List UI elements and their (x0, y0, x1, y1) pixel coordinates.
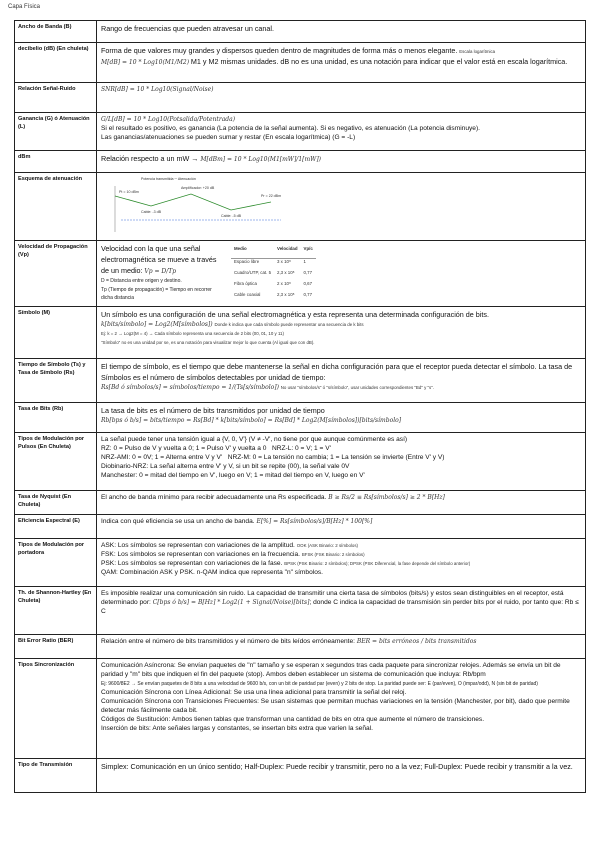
definition-cell (97, 403, 586, 433)
diagram-label: Pt = 10 dBm (119, 190, 139, 194)
diagram-label: Cable: -5 dB (221, 214, 241, 218)
table-row (15, 241, 586, 307)
diagram-label: Pr = 22 dBm (261, 194, 282, 198)
definition-cell (97, 659, 586, 759)
table-row (231, 258, 316, 270)
table-row (15, 759, 586, 793)
table-row (231, 270, 316, 281)
table-header: Velocidad (274, 246, 301, 258)
list-item: RZ: 0 = Pulso de V y vuelta a 0; 1 = Pulso V' y vuelta a 0 (101, 445, 267, 453)
formula: Rb[bps ó b/s] = bits/tiempo = Rs[Bd] * k[bits/símbolo] = Rs[Bd] * Log2(M[símbolos])[bits/símbolo] (101, 417, 402, 425)
list-item: NRZ-AMI: 0 = 0V; 1 = Alterna entre V y V' (101, 454, 223, 462)
definition-text: Forma de que valores muy grandes y dispersos queden dentro de magnitudes de forma más o menos elegante. (101, 46, 458, 55)
list-item: Comunicación Síncrona con Transiciones Frecuentes: Se usan sistemas que permitan muchas variaciones en la tensión (Manchester, por bit), dado que permite detectar más fácilmente cada bit. (101, 697, 570, 714)
list-item-note: OOK (ASK Binario: 2 símbolos) (296, 543, 358, 549)
diagram-label: Amplificador: +20 dB (181, 186, 215, 190)
list-item: Diobinario-NRZ: La señal alterna entre V' y V, si un bit se repite (00), la señal vale 0V (101, 463, 350, 471)
formula-note: No usar "símbolos/s" ó "s/símbolo", usar unidades correspondientes "Bd" y "s". (280, 385, 435, 391)
term-cell: Esquema de atenuación (15, 173, 97, 241)
definition-cell (97, 635, 586, 659)
definition-note: Ej: k = 2 → Log2(M = 4) → Cada símbolo representa una secuencia de 2 bits (00, 01, 10 y 11) (101, 331, 284, 337)
term-cell: Símbolo (M) (15, 307, 97, 359)
definition-text: El ancho de banda mínimo para recibir adecuadamente una Rs especificada. (101, 494, 327, 502)
list-item: NRZ-M: 0 = La tensión no cambia; 1 = La tensión se invierte (Entre V' y V) (227, 454, 445, 462)
definition-cell (97, 173, 586, 241)
term-cell: Tasa de Bits (Rb) (15, 403, 97, 433)
formula-note: Donde k indica que cada símbolo puede representar una secuencia de k bits (214, 322, 364, 328)
table-row (15, 539, 586, 587)
table-cell: 2,3 x 10⁸ (277, 270, 295, 276)
table-cell: Espacio libre (234, 258, 260, 264)
list-item: NRZ-L: 0 = V; 1 = V' (271, 445, 331, 453)
definition-cell (97, 539, 586, 587)
term-cell: Tasa de Nyquist (En Chuleta) (15, 491, 97, 515)
table-cell: 2 x 10⁸ (277, 281, 291, 287)
definition-cell (97, 21, 586, 43)
definition-cell (97, 113, 586, 151)
list-item: Inserción de bits: Ante señales largas y constantes, se insertan bits extra que varíen la señal. (101, 724, 373, 732)
definition-text: ; donde C indica la capacidad de transmisión sin perder bits por el ruido, por tanto que: Rb ≤ C (101, 599, 579, 616)
table-cell: 1 (303, 258, 306, 264)
list-item: Comunicación Síncrona con Línea Adicional: Se usa una línea adicional para transmitir la señal del reloj. (101, 689, 407, 697)
definition-cell (97, 241, 586, 307)
term-cell: Tipos de Modulación por Pulsos (En Chuleta) (15, 433, 97, 491)
formula: G/L[dB] = 10 * Log10(Potsalida/Potentrada) (101, 116, 236, 123)
definition-cell (97, 151, 586, 173)
definition-note: D = Distancia entre origen y destino. (101, 277, 182, 284)
table-row (15, 491, 586, 515)
definition-text: Es imposible realizar una comunicación sin ruido. La capacidad de transmitir una cierta tasa de símbolos (bits/s) y estos sean distinguibles en el receptor, está determinado por: (101, 590, 564, 607)
table-row (15, 83, 586, 113)
reference-table (14, 20, 586, 793)
term-cell: decibelio (dB) (En chuleta) (15, 43, 97, 83)
definition-cell (97, 515, 586, 539)
definition-text: M1 y M2 mismas unidades. dB no es una unidad, es una notación para indicar que el valor está en escala logarítmica. (190, 56, 568, 66)
formula: M[dB] = 10 * Log10(M1/M2) (101, 58, 190, 66)
definition-text: Un símbolo es una configuración de una señal electromagnética y esta representa una determinada configuración de bits. (101, 310, 489, 320)
definition-cell (97, 307, 586, 359)
table-row (15, 587, 586, 635)
diagram-title: Potencia transmitida ─ Atenuación (141, 177, 196, 181)
list-item: Ej: 9600/8E2 → Se envían paquetes de 8 bits a una velocidad de 9600 b/s, con un bit de paridad par (even) y 2 bits de stop. La paridad puede ser: E (par/even), O (impar/odd), N (sin bit de paridad) (101, 681, 538, 688)
term-cell: Tipos Sincronización (15, 659, 97, 759)
term-cell: Bit Error Ratio (BER) (15, 635, 97, 659)
definition-text: Las ganancias/atenuaciones se pueden sumar y restar (En escala logarítmica) (G = -L) (101, 133, 356, 141)
term-cell: Tipo de Transmisión (15, 759, 97, 793)
page-title: Capa Física (8, 4, 41, 10)
list-item-note: BFSK (FSK Binario: 2 símbolos) (301, 552, 365, 558)
table-row (15, 433, 586, 491)
table-cell: 0,77 (303, 292, 313, 298)
definition-text: Indica con qué eficiencia se usa un ancho de banda. (101, 518, 255, 526)
definition-cell (97, 491, 586, 515)
table-cell: Cable coaxial (234, 292, 261, 298)
diagram-label: Cable: -3 dB (141, 210, 161, 214)
table-row (231, 292, 316, 303)
definition-text: Velocidad con la que una señal electromagnética se mueve a través de un medio: (101, 244, 217, 275)
definition-cell (97, 433, 586, 491)
list-item: QAM: Combinación ASK y PSK. n-QAM indica que representa "n" símbolos. (101, 569, 324, 577)
definition-cell (97, 759, 586, 793)
table-header: Vp/c (301, 246, 316, 258)
table-header-row (231, 246, 316, 258)
table-header: Medio (231, 246, 274, 258)
term-cell: Ganancia (G) ó Atenuación (L) (15, 113, 97, 151)
table-row (15, 403, 586, 433)
definition-cell (97, 43, 586, 83)
table-row (15, 173, 586, 241)
formula: B ≥ Rs/2 ≡ Rs[símbolos/s] ≥ 2 * B[Hz] (328, 494, 445, 502)
table-row (15, 151, 586, 173)
definition-note: Escala logarítmica (459, 49, 496, 54)
table-cell: Fibra óptica (234, 281, 257, 287)
diagram-level-line (115, 194, 271, 210)
table-cell: 0,67 (303, 281, 313, 287)
list-item: FSK: Los símbolos se representan con variaciones en la frecuencia. (101, 551, 301, 559)
table-row (15, 359, 586, 403)
definition-text: Relación entre el número de bits transmitidos y el número de bits leídos erróneamente: (101, 638, 355, 646)
definition-note: "Símbolo" no es una unidad por se, es una notación para visualizar mejor lo que cuenta (Al igual que con dB). (101, 340, 315, 346)
list-item: Códigos de Sustitución: Ambos tienen tablas que transforman una cantidad de bits en otra que aumente el número de transiciones. (101, 715, 485, 723)
table-row (15, 43, 586, 83)
table-cell: Cuadro/UTP, cat. 5 (234, 270, 272, 276)
term-cell: Velocidad de Propagación (Vp) (15, 241, 97, 307)
formula: Vp = D/Tp (144, 267, 177, 275)
definition-text: La tasa de bits es el número de bits transmitidos por unidad de tiempo (101, 406, 325, 416)
term-cell: Tipos de Modulación por portadora (15, 539, 97, 587)
definition-text: Si el resultado es positivo, es ganancia (La potencia de la señal aumenta). Si es negativo, es atenuación (La potencia disminuye). (101, 124, 481, 132)
table-cell: 0,77 (303, 270, 313, 276)
table-cell: 3 x 10⁸ (277, 258, 291, 264)
term-cell: Ancho de Banda (B) (15, 21, 97, 43)
table-row (231, 281, 316, 292)
definition-text: Relación respecto a un mW → (101, 154, 199, 163)
table-row (15, 113, 586, 151)
list-item: PSK: Los símbolos se representan con variaciones de la fase. (101, 560, 283, 568)
propagation-table (231, 246, 316, 303)
formula: M[dBm] = 10 * Log10(M1[mW]/1[mW]) (200, 156, 322, 163)
list-item: ASK: Los símbolos se representan con variaciones de la amplitud. (101, 542, 295, 550)
table-row (15, 659, 586, 759)
table-row (15, 307, 586, 359)
table-row (15, 515, 586, 539)
formula: BER = bits erróneos / bits transmitidos (356, 638, 477, 646)
formula: E[%] = Rs[símbolos/s]/B[Hz] * 100[%] (256, 518, 373, 526)
term-cell: Tiempo de Símbolo (Ts) y Tasa de Símbolo (Rs) (15, 359, 97, 403)
term-cell: Th. de Shannon-Hartley (En Chuleta) (15, 587, 97, 635)
formula: Rs[Bd ó símbolos/s] = símbolos/tiempo = 1/(Ts[s/símbolo]) (101, 384, 279, 392)
attenuation-diagram-svg (101, 176, 301, 236)
definition-text: Simplex: Comunicación en un único sentido; Half-Duplex: Puede recibir y transmitir, pero no a la vez; Full-Duplex: Puede recibir y transmitir a la vez. (101, 762, 573, 772)
definition-text: La señal puede tener una tensión igual a {V, 0, V'} (V ≠ -V', no tiene por que aunque comúnmente es así) (101, 436, 408, 444)
list-item: Manchester: 0 = mitad del tiempo en V', luego en V; 1 = mitad del tiempo en V, luego en V' (101, 471, 365, 479)
list-item: Comunicación Asíncrona: Se envían paquetes de "n" tamaño y se esperan x segundos tras cada paquete para sincronizar relojes. Además se envía un bit de paridad y "m" bits que indiquen el fin del paquete (stop). Ambos deben establecer un sistema de comunicación que incluya: Rb/bpm (101, 662, 561, 679)
definition-cell (97, 83, 586, 113)
definition-text: El tiempo de símbolo, es el tiempo que debe mantenerse la señal en dicha configuración para que el receptor pueda detectar el símbolo. La tasa de Símbolos es el número de símbolos detectables por unidad de tiempo: (101, 362, 573, 383)
definition-note: Tp (Tiempo de propagación) = Tiempo en recorrer dicha distancia (101, 286, 212, 302)
term-cell: Eficiencia Espectral (E) (15, 515, 97, 539)
table-cell: 2,3 x 10⁸ (277, 292, 295, 298)
table-row (15, 21, 586, 43)
attenuation-diagram (101, 176, 581, 236)
definition-text: Rango de frecuencias que pueden atravesar un canal. (101, 24, 275, 33)
list-item-note: BPSK (PSK Binario: 2 símbolos); DPSK (PSK Diferencial, la fase depende del símbolo anterior) (284, 561, 471, 567)
term-cell: Relación Señal-Ruido (15, 83, 97, 113)
formula: C[bps ó b/s] = B[Hz] * Log2(1 + Signal/Noise)[bits] (152, 599, 310, 607)
definition-cell (97, 587, 586, 635)
table-row (15, 635, 586, 659)
formula: k[bits/símbolo] = Log2(M[símbolos]) (101, 321, 213, 329)
term-cell: dBm (15, 151, 97, 173)
definition-cell (97, 359, 586, 403)
formula: SNR[dB] = 10 * Log10(Signal/Noise) (101, 86, 214, 93)
